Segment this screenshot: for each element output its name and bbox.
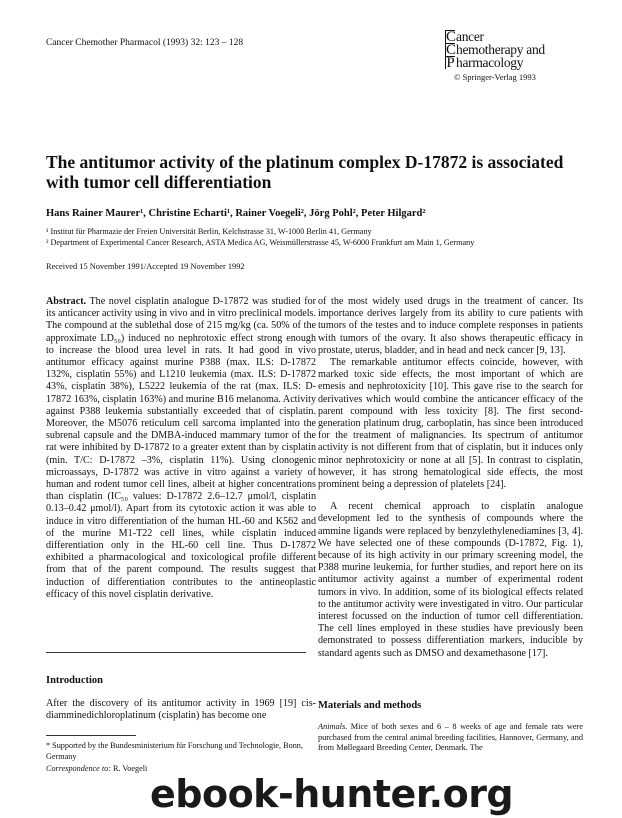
section-divider xyxy=(46,652,306,653)
received-dates: Received 15 November 1991/Accepted 19 November 1992 xyxy=(46,262,245,271)
watermark-logo: ebook-hunter.org xyxy=(150,772,514,816)
logo-word-cancer: ancer xyxy=(456,29,484,44)
left-column xyxy=(46,296,316,601)
logo-letter-c2: C xyxy=(446,42,457,58)
affiliation-1: ¹ Institut für Pharmazie der Freien Universität Berlin, Kelchstrasse 31, W-1000 Berlin 41, Germany xyxy=(46,227,372,236)
correspondence-label: Correspondence to: xyxy=(46,764,111,773)
logo-word-chemotherapy: hemotherapy and xyxy=(456,42,545,57)
right-column xyxy=(318,296,583,660)
logo-word-pharmacology: harmacology xyxy=(456,55,524,70)
logo-letter-p: P xyxy=(446,55,455,71)
author-list: Hans Rainer Maurer¹, Christine Echarti¹, Rainer Voegeli², Jörg Pohl², Peter Hilgard² xyxy=(46,208,426,219)
abstract-heading: Abstract. xyxy=(46,296,87,307)
journal-logo xyxy=(445,30,580,69)
abstract-text: The novel cisplatin analogue D-17872 was studied for its anticancer activity using in vivo and in vitro preclinical models. The compound at the sublethal dose of 215 mg/kg (ca. 50% of the approximate LD₅₀) induced no nephrotoxic effect strong enough to increase the blood urea level in rats. It had good in vivo antitumor efficacy against murine P388 (max. ILS: D-17872 132%, cisplatin 55%) and L1210 leukemia (max. ILS: D-17872 43%, cisplatin 38%), L5222 leukemia of the rat (max. ILS: D-17872 163%, cisplatin 163%) and murine B16 melanoma. Activity against P388 leukemia substantially exceeded that of cisplatin. Moreover, the M5076 reticulum cell sarcoma implanted into the subrenal capsule and the DMBA-induced mammary tumor of the rat were inhibited by D-17872 to a greater extent than by cisplatin (min. T/C: D-17872 –3%, cisplatin 11%). Using clonogenic microassays, D-17872 was active in vitro against a variety of human and rodent tumor cell lines, albeit at higher concentrations than cisplatin (IC₅₀ values: D-17872 2.6–12.7 μmol/l, cisplatin 0.13–0.42 μmol/l). Apart from its cytotoxic action it was able to induce in vitro differentiation of the human HL-60 and K562 and of the murine M1-T22 cell lines, while cisplatin induced differentiation only in the HL-60 cell line. Thus D-17872 exhibited a pharmacological and toxicological profile different from that of the parent compound. The results suggest that induction of differentiation contributes to the antineoplastic efficacy of this novel cisplatin derivative. xyxy=(46,296,316,600)
animals-label: Animals. xyxy=(318,722,348,731)
correspondence-name: R. Voegeli xyxy=(110,764,148,773)
introduction-text: After the discovery of its antitumor activity in 1969 [19] cis-diamminedichloroplatinum (cisplatin) has become one xyxy=(46,698,316,722)
paper-title: The antitumor activity of the platinum complex D-17872 is associated with tumor cell differentiation xyxy=(46,152,564,192)
intro-paragraph-1: of the most widely used drugs in the treatment of cancer. Its importance derives largely from its ability to cure patients with tumors of the testes and to induce complete responses in patients with tumors of the ovary. It also shows therapeutic efficacy in prostate, uterus, bladder, and in head and neck cancer [9, 13]. xyxy=(318,296,583,356)
abstract xyxy=(46,296,316,601)
methods-heading: Materials and methods xyxy=(318,700,422,711)
intro-paragraph-2: The remarkable antitumor effects coincide, however, with marked toxic side effects, the most important of which are emesis and nephrotoxicity [10]. This gave rise to the search for derivatives which would combine the anticancer efficacy of the parent compound with less toxicity [8]. The first second-generation platinum drug, carboplatin, has since been introduced for the treatment of malignancies. Its spectrum of antitumor activity is not different from that of cisplatin, but it induces only minor nephrotoxicity or none at all [5]. In contrast to cisplatin, however, it has strong hematological side effects, the most prominent being a depression of platelets [24]. xyxy=(318,357,583,491)
logo-letter-c1: C xyxy=(446,29,457,45)
footnote-divider xyxy=(46,735,136,736)
copyright-notice: © Springer-Verlag 1993 xyxy=(454,72,536,82)
affiliation-2: ² Department of Experimental Cancer Research, ASTA Medica AG, Weismüllerstrasse 45, W-6000 Frankfurt am Main 1, Germany xyxy=(46,238,475,247)
animals-paragraph xyxy=(318,722,583,754)
animals-text: Mice of both sexes and 6 – 8 weeks of age and female rats were purchased from the central animal breeding facilities, Hannover, Germany, and from Møllegaard Breeding Center, Denmark. The xyxy=(318,722,583,752)
support-footnote: * Supported by the Bundesministerium für Forschung und Technologie, Bonn, Germany xyxy=(46,741,303,761)
journal-reference: Cancer Chemother Pharmacol (1993) 32: 123 – 128 xyxy=(46,38,244,48)
intro-paragraph-3: A recent chemical approach to cisplatin analogue development led to the synthesis of compounds where the ammine ligands were replaced by benzylethylenediamines [3, 4]. We have selected one of these compounds (D-17872, Fig. 1), because of its high activity in our primary screening model, the P388 murine leukemia, for further studies, and report here on its antitumor activity against a number of experimental rodent tumors in vivo. In addition, some of its biological effects related to the antitumor activity were investigated in vitro. Our particular interest focussed on the induction of tumor cell differentiation. The cell lines employed in these studies have previously been demonstrated to possess differentiation markers, inducible by standard agents such as DMSO and dexamethasone [17]. xyxy=(318,501,583,659)
introduction-heading: Introduction xyxy=(46,675,103,686)
